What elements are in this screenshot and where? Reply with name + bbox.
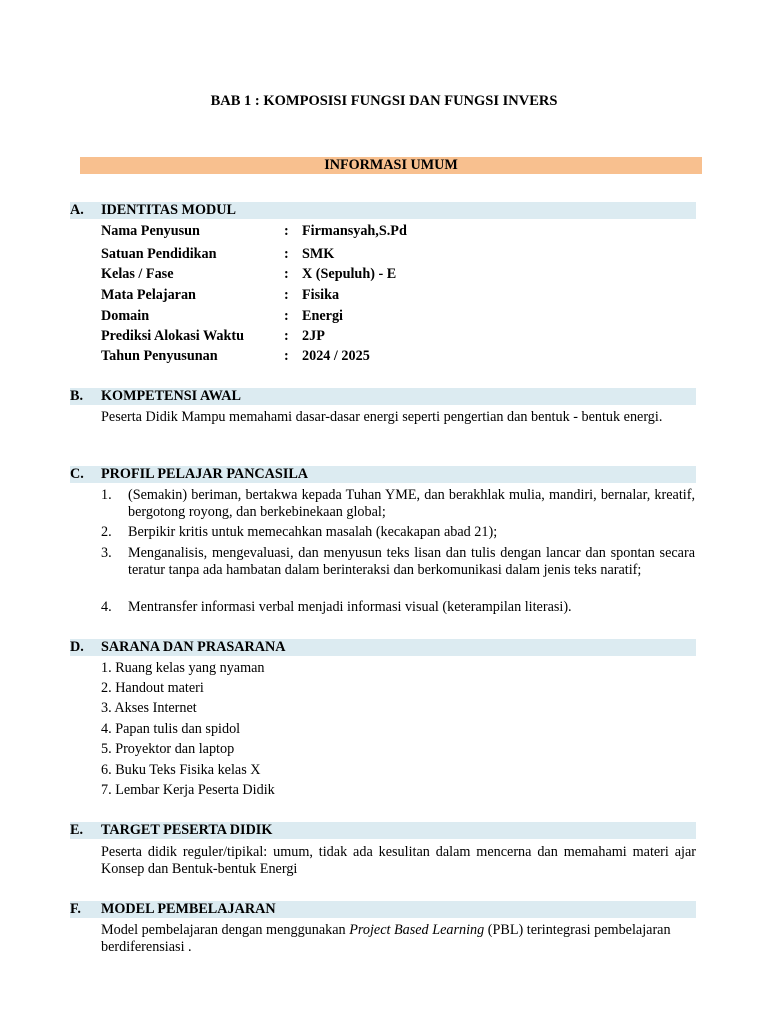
- identity-colon: :: [284, 287, 289, 303]
- list-item: 4. Papan tulis dan spidol: [101, 721, 241, 737]
- identity-value: Energi: [302, 308, 343, 324]
- section-c-header: [70, 466, 696, 483]
- identity-value: SMK: [302, 246, 335, 262]
- identity-colon: :: [284, 348, 289, 364]
- identity-row: [101, 223, 407, 240]
- identity-colon: :: [284, 308, 289, 324]
- identity-row: [101, 328, 325, 345]
- section-f-header: [70, 901, 696, 918]
- model-text-italic: Project Based Learning: [349, 922, 485, 938]
- identity-label: Kelas / Fase: [101, 266, 174, 282]
- section-d-header: [70, 639, 696, 656]
- section-title: TARGET PESERTA DIDIK: [101, 822, 273, 838]
- section-letter: C.: [70, 466, 84, 482]
- identity-label: Mata Pelajaran: [101, 287, 196, 303]
- section-title: IDENTITAS MODUL: [101, 202, 236, 218]
- identity-colon: :: [284, 328, 289, 344]
- identity-label: Satuan Pendidikan: [101, 246, 217, 262]
- section-a-header: [70, 202, 696, 219]
- list-item: 3. Akses Internet: [101, 700, 197, 716]
- model-text-part: (PBL) terintegrasi pembelajaran berdiferensiasi .: [101, 922, 671, 955]
- list-item-number: 3.: [101, 545, 112, 561]
- section-letter: D.: [70, 639, 84, 655]
- identity-row: [101, 246, 334, 263]
- section-letter: B.: [70, 388, 84, 404]
- section-e-header: [70, 822, 696, 839]
- kompetensi-awal-text: Peserta Didik Mampu memahami dasar-dasar energi seperti pengertian dan bentuk - bentuk energi.: [101, 409, 663, 425]
- identity-row: [101, 348, 370, 365]
- target-peserta-text: Peserta didik reguler/tipikal: umum, tidak ada kesulitan dalam mencerna dan memahami materi ajar Konsep dan Bentuk-bentuk Energi: [101, 844, 696, 877]
- identity-value: Firmansyah,S.Pd: [302, 223, 407, 239]
- identity-label: Nama Penyusun: [101, 223, 200, 239]
- identity-row: [101, 287, 339, 304]
- section-title: SARANA DAN PRASARANA: [101, 639, 286, 655]
- section-title: PROFIL PELAJAR PANCASILA: [101, 466, 309, 482]
- list-item-number: 2.: [101, 524, 112, 540]
- identity-row: [101, 266, 396, 283]
- list-item: Menganalisis, mengevaluasi, dan menyusun teks lisan dan tulis dengan lancar dan spontan secara teratur tanpa ada hambatan dalam berinteraksi dan berkomunikasi dalam jenis teks naratif;: [128, 545, 695, 578]
- section-letter: A.: [70, 202, 84, 218]
- model-text-part: Model pembelajaran dengan menggunakan: [101, 922, 350, 938]
- model-pembelajaran-text: [101, 922, 696, 956]
- identity-label: Tahun Penyusunan: [101, 348, 218, 364]
- list-item: Mentransfer informasi verbal menjadi informasi visual (keterampilan literasi).: [128, 599, 572, 615]
- section-letter: F.: [70, 901, 81, 917]
- section-letter: E.: [70, 822, 84, 838]
- identity-colon: :: [284, 223, 289, 239]
- identity-row: [101, 308, 343, 325]
- list-item: 2. Handout materi: [101, 680, 204, 696]
- list-item-number: 1.: [101, 487, 112, 503]
- identity-value: X (Sepuluh) - E: [302, 266, 397, 282]
- identity-value: 2JP: [302, 328, 325, 344]
- list-item: 1. Ruang kelas yang nyaman: [101, 660, 265, 676]
- informasi-umum-banner: INFORMASI UMUM: [80, 157, 702, 174]
- identity-value: 2024 / 2025: [302, 348, 370, 364]
- list-item: 7. Lembar Kerja Peserta Didik: [101, 782, 275, 798]
- list-item: 6. Buku Teks Fisika kelas X: [101, 762, 261, 778]
- list-item: Berpikir kritis untuk memecahkan masalah (kecakapan abad 21);: [128, 524, 498, 540]
- identity-colon: :: [284, 246, 289, 262]
- identity-label: Prediksi Alokasi Waktu: [101, 328, 244, 344]
- identity-value: Fisika: [302, 287, 340, 303]
- list-item-number: 4.: [101, 599, 112, 615]
- section-title: MODEL PEMBELAJARAN: [101, 901, 276, 917]
- document-title: BAB 1 : KOMPOSISI FUNGSI DAN FUNGSI INVERS: [210, 93, 558, 109]
- identity-label: Domain: [101, 308, 150, 324]
- section-b-header: [70, 388, 696, 405]
- identity-colon: :: [284, 266, 289, 282]
- list-item: (Semakin) beriman, bertakwa kepada Tuhan YME, dan berakhlak mulia, mandiri, bernalar, kreatif, bergotong royong, dan berkebinekaan global;: [128, 487, 695, 520]
- list-item: 5. Proyektor dan laptop: [101, 741, 235, 757]
- section-title: KOMPETENSI AWAL: [101, 388, 241, 404]
